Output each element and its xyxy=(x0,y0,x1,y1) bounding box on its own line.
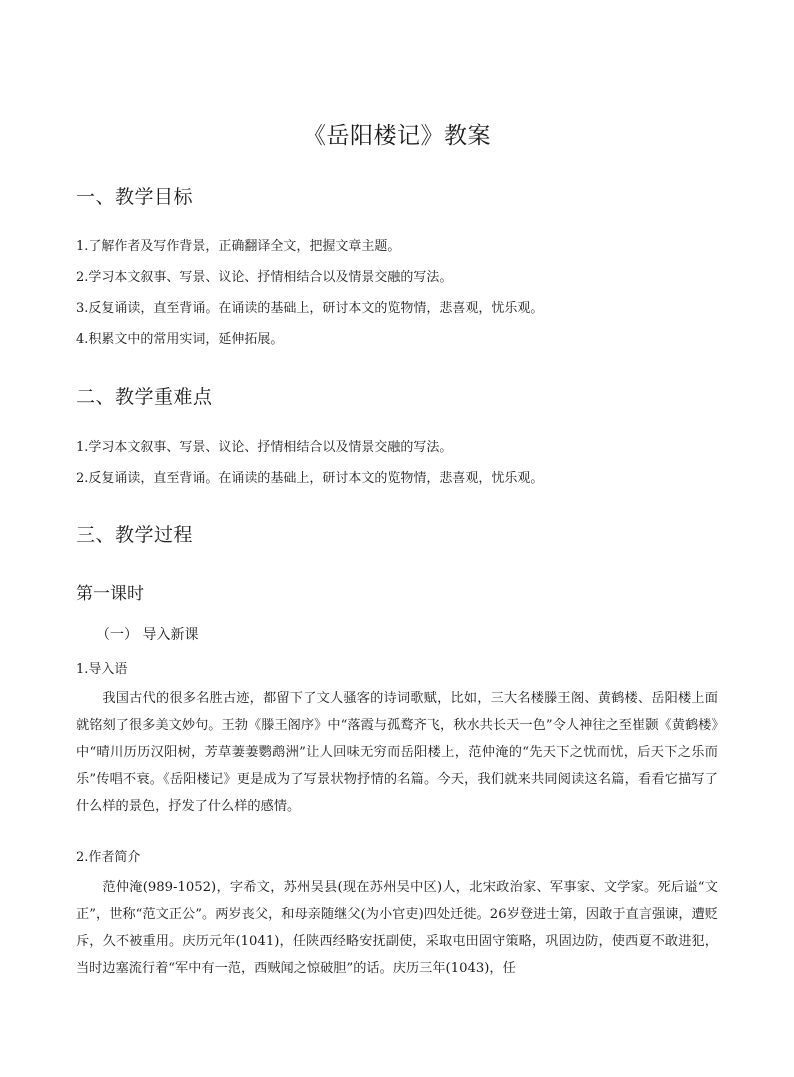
objective-item-1: 1.了解作者及写作背景，正确翻译全文，把握文章主题。 xyxy=(76,239,401,254)
document-title: 《岳阳楼记》教案 xyxy=(303,123,491,149)
author-label: 2.作者简介 xyxy=(76,850,141,865)
author-paragraph: 范仲淹(989-1052)，字希文，苏州吴县(现在苏州吴中区)人，北宋政治家、军事家、文学家。死后谥“文正”，世称“范文正公”。两岁丧父，和母亲随继父(为小官吏)四处迁徙。26岁登进士第，因敢于直言强谏，遭贬斥，久不被重用。庆历元年(1041)，任陕西经略安抚副使，采取屯田固守策略，巩固边防，使西夏不敢进犯，当时边塞流行着“军中有一范，西贼闻之惊破胆”的话。庆历三年(1043)，任 xyxy=(76,880,718,976)
key-point-item-2: 2.反复诵读，直至背诵。在诵读的基础上，研讨本文的览物情，悲喜观，忧乐观。 xyxy=(76,471,544,486)
objective-item-2: 2.学习本文叙事、写景、议论、抒情相结合以及情景交融的写法。 xyxy=(76,270,453,285)
intro-paragraph: 我国古代的很多名胜古迹，都留下了文人骚客的诗词歌赋，比如，三大名楼滕王阁、黄鹤楼、岳阳楼上面就铭刻了很多美文妙句。王勃《滕王阁序》中“落霞与孤鹜齐飞，秋水共长天一色”令人神往之至崔颢《黄鹤楼》中“晴川历历汉阳树，芳草萋萋鹦鹉洲”让人回味无穷而岳阳楼上，范仲淹的“先天下之忧而忧，后天下之乐而乐”传唱不衰。《岳阳楼记》更是成为了写景状物抒情的名篇。今天，我们就来共同阅读这名篇，看看它描写了什么样的景色，抒发了什么样的感情。 xyxy=(76,691,718,814)
objective-item-4: 4.积累文中的常用实词，延伸拓展。 xyxy=(76,332,284,347)
lesson-heading: 第一课时 xyxy=(76,584,144,604)
intro-label: 1.导入语 xyxy=(76,662,128,677)
section-heading-key-points: 二、教学重难点 xyxy=(76,386,213,408)
key-point-item-1: 1.学习本文叙事、写景、议论、抒情相结合以及情景交融的写法。 xyxy=(76,440,453,455)
section-heading-process: 三、教学过程 xyxy=(76,524,194,546)
objective-item-3: 3.反复诵读，直至背诵。在诵读的基础上，研讨本文的览物情，悲喜观，忧乐观。 xyxy=(76,301,544,316)
subsection-heading-intro: （一） 导入新课 xyxy=(96,627,199,643)
section-heading-objectives: 一、教学目标 xyxy=(76,186,194,208)
